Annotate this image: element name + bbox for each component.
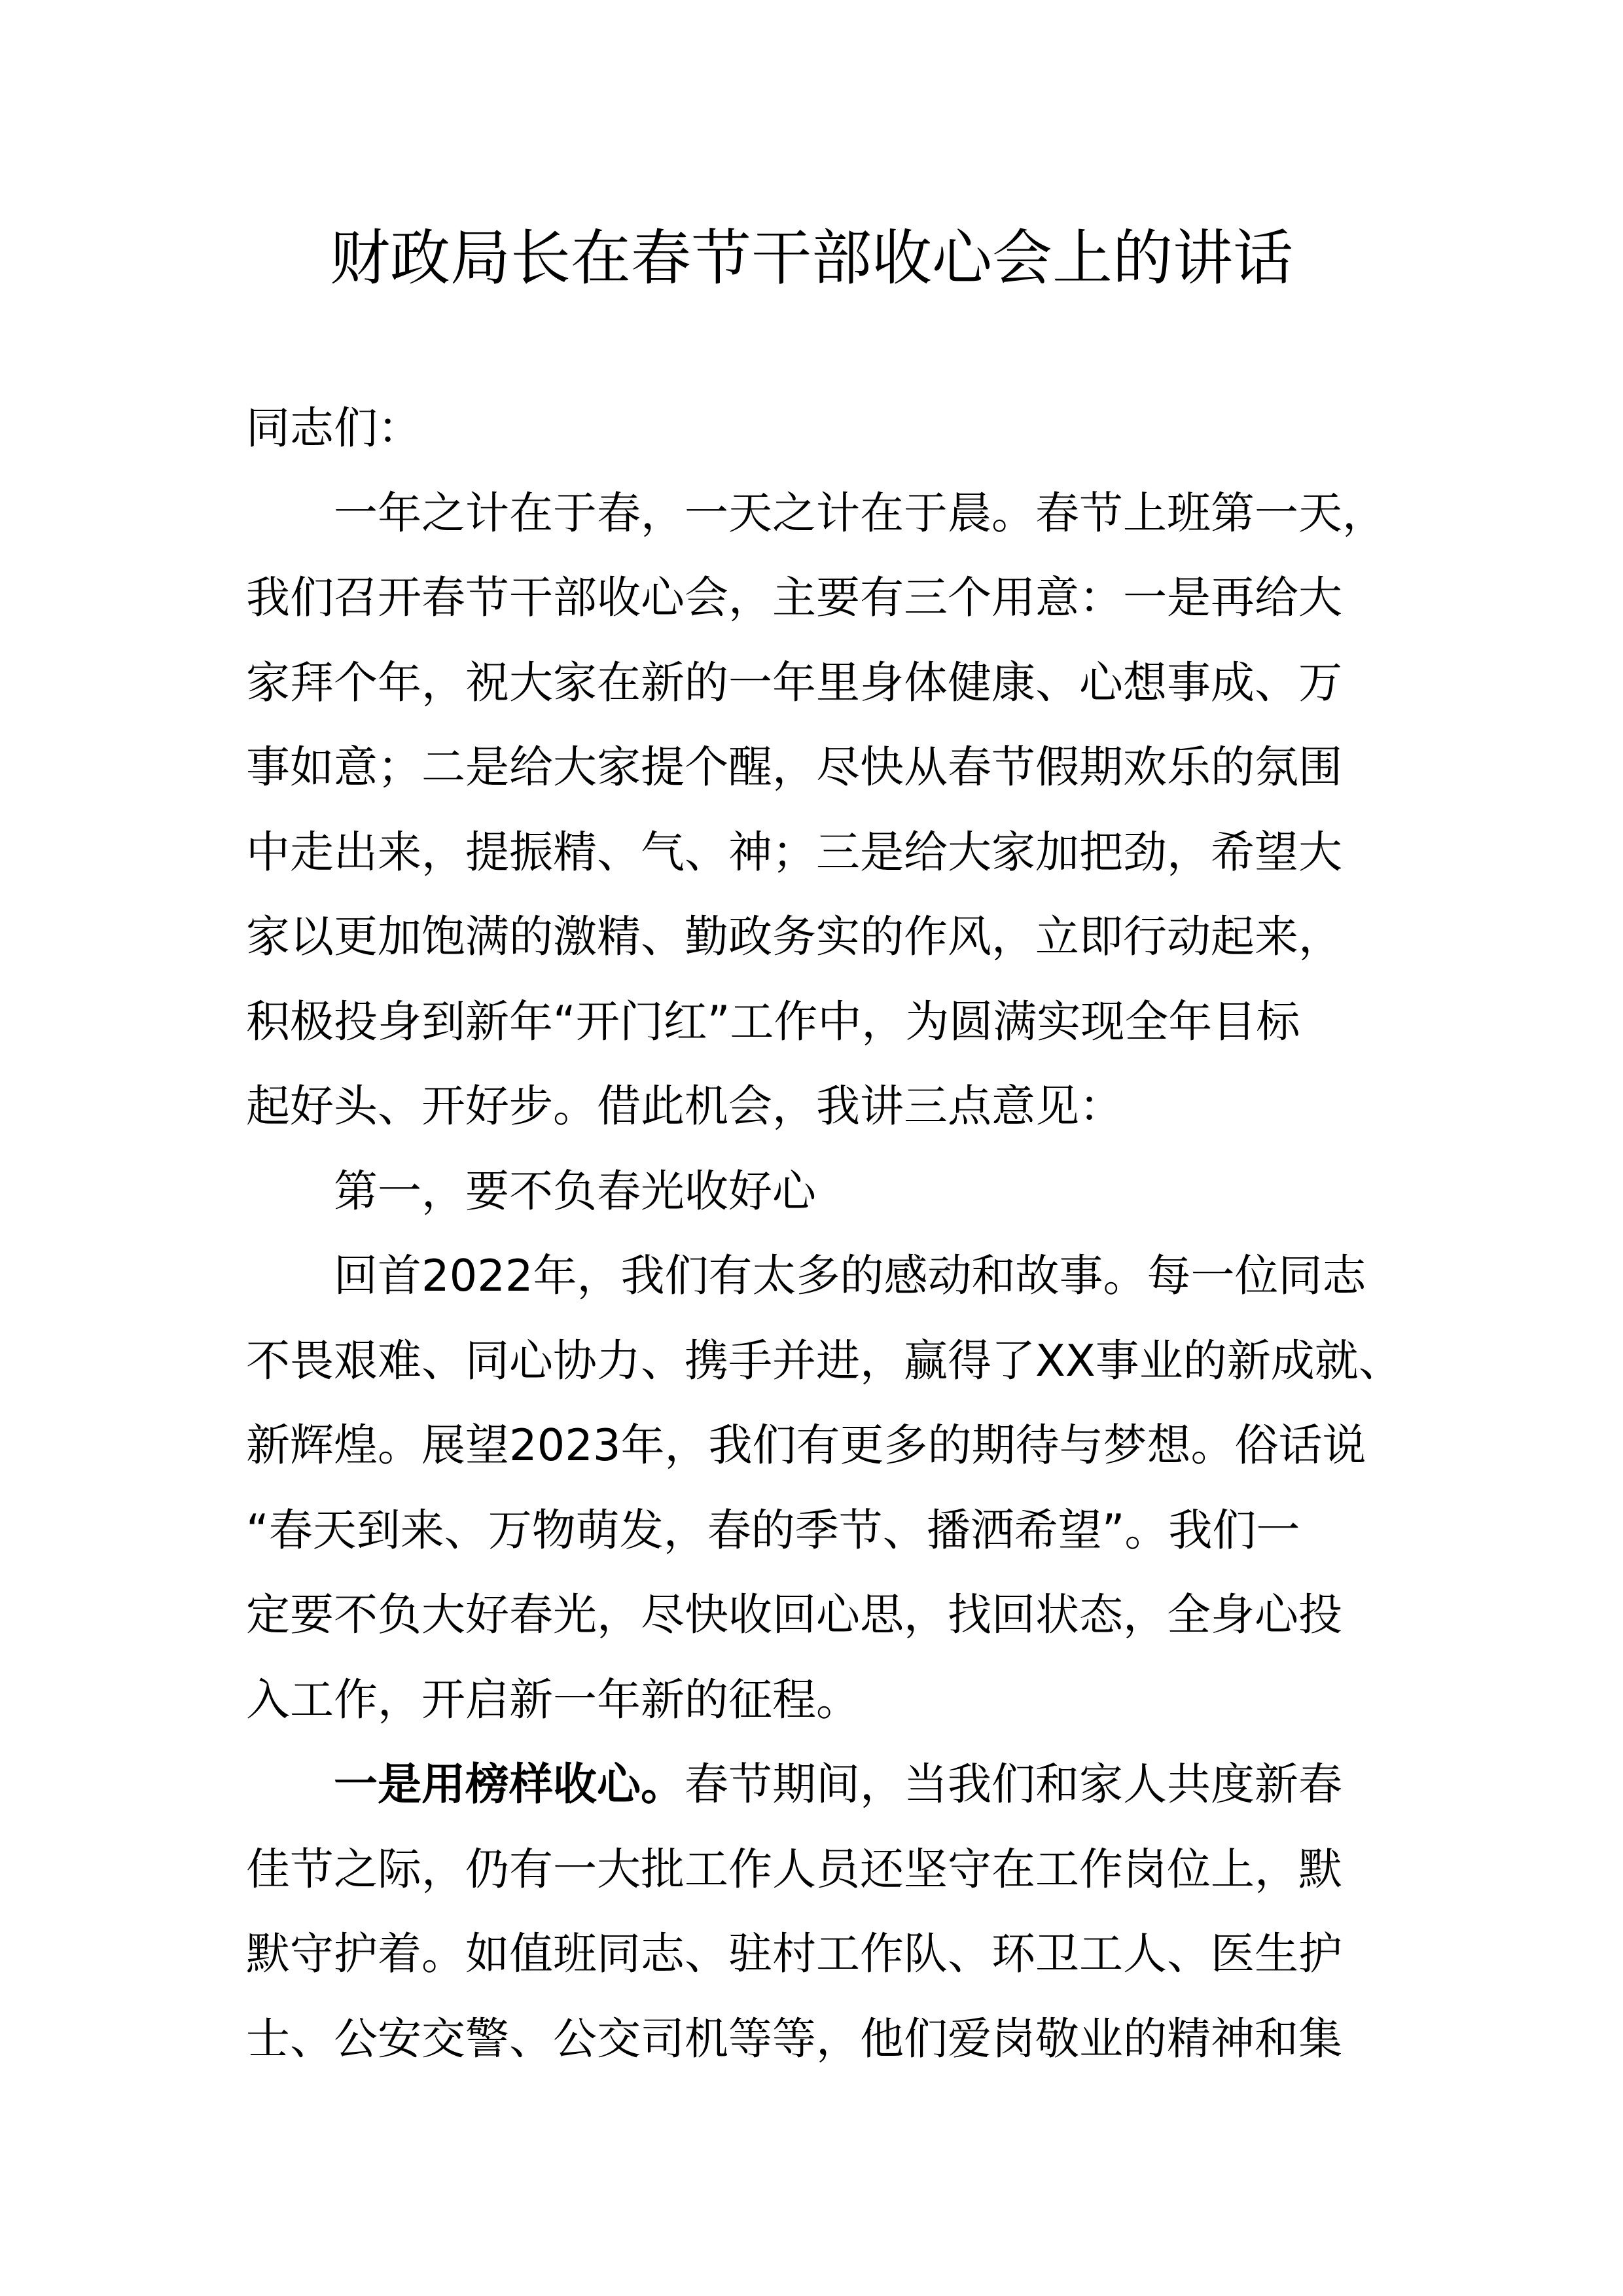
paragraph-line: 入工作，开启新一年新的征程。: [246, 1674, 860, 1725]
section-heading: 第一，要不负春光收好心: [334, 1165, 816, 1217]
paragraph-line: 默守护着。如值班同志、驻村工作队、环卫工人、医生护: [246, 1928, 1342, 1979]
point-one-heading: 一是用榜样收心。: [334, 1759, 685, 1810]
paragraph-line: 家拜个年，祝大家在新的一年里身体健康、心想事成、万: [246, 656, 1342, 708]
paragraph-line: 不畏艰难、同心协力、携手并进，赢得了XX事业的新成就、: [246, 1335, 1402, 1386]
paragraph-line: 回首2022年，我们有太多的感动和故事。每一位同志: [334, 1250, 1366, 1301]
paragraph-line: 新辉煌。展望2023年，我们有更多的期待与梦想。俗话说: [246, 1420, 1366, 1471]
paragraph-line: 起好头、开好步。借此机会，我讲三点意见：: [246, 1081, 1123, 1132]
point-one-text: 春节期间，当我们和家人共度新春: [685, 1759, 1342, 1810]
document-title: 财政局长在春节干部收心会上的讲话: [329, 223, 1293, 293]
document-body: [246, 386, 1424, 2081]
paragraph-line: 定要不负大好春光，尽快收回心思，找回状态，全身心投: [246, 1589, 1342, 1640]
point-one-line: [246, 1742, 1424, 1827]
paragraph-line: 事如意；二是给大家提个醒，尽快从春节假期欢乐的氛围: [246, 742, 1342, 793]
paragraph-line: 我们召开春节干部收心会，主要有三个用意：一是再给大: [246, 572, 1342, 623]
paragraph-line: “春天到来、万物萌发，春的季节、播洒希望”。我们一: [246, 1504, 1300, 1556]
paragraph-line: 积极投身到新年“开门红”工作中，为圆满实现全年目标: [246, 996, 1300, 1047]
paragraph-line: 家以更加饱满的激精、勤政务实的作风，立即行动起来，: [246, 911, 1342, 962]
paragraph-line: 士、公安交警、公交司机等等，他们爱岗敬业的精神和集: [246, 2013, 1342, 2064]
paragraph-line: 佳节之际，仍有一大批工作人员还坚守在工作岗位上，默: [246, 1843, 1342, 1895]
paragraph-line: 一年之计在于春，一天之计在于晨。春节上班第一天，: [334, 487, 1386, 539]
salutation: 同志们：: [246, 403, 421, 454]
paragraph-line: 中走出来，提振精、气、神；三是给大家加把劲，希望大: [246, 826, 1342, 878]
